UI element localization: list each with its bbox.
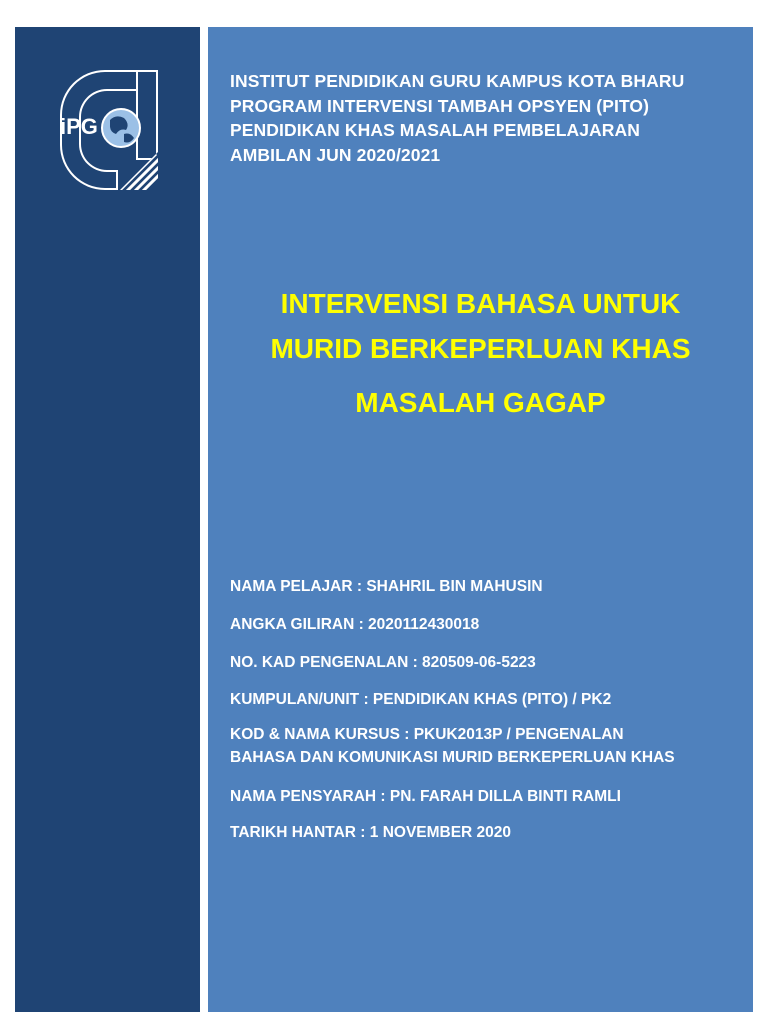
header-line-program: PROGRAM INTERVENSI TAMBAH OPSYEN (PITO) (230, 95, 650, 116)
logo-text: iPG (60, 114, 98, 139)
institution-header (230, 69, 740, 167)
lecturer-name: NAMA PENSYARAH : PN. FARAH DILLA BINTI RAMLI (230, 788, 621, 805)
ic-number: NO. KAD PENGENALAN : 820509-06-5223 (230, 654, 536, 671)
title-line-2: MURID BERKEPERLUAN KHAS (270, 333, 691, 364)
header-line-department: PENDIDIKAN KHAS MASALAH PEMBELAJARAN (230, 120, 641, 140)
header-line-intake: AMBILAN JUN 2020/2021 (230, 144, 441, 165)
index-number: ANGKA GILIRAN : 2020112430018 (230, 616, 480, 633)
student-name: NAMA PELAJAR : SHAHRIL BIN MAHUSIN (230, 578, 543, 595)
title-line-3: MASALAH GAGAP (355, 387, 606, 418)
group-unit: KUMPULAN/UNIT : PENDIDIKAN KHAS (PITO) / PK2 (230, 691, 612, 708)
header-line-institute: INSTITUT PENDIDIKAN GURU KAMPUS KOTA BHARU (230, 71, 685, 91)
submission-date: TARIKH HANTAR : 1 NOVEMBER 2020 (230, 824, 512, 841)
course-code-line-2: BAHASA DAN KOMUNIKASI MURID BERKEPERLUAN KHAS (230, 749, 675, 766)
main-blue-panel (208, 27, 753, 1012)
title-line-1: INTERVENSI BAHASA UNTUK (280, 288, 681, 319)
course-code-line-1: KOD & NAMA KURSUS : PKUK2013P / PENGENALAN (230, 726, 624, 743)
ipg-logo-icon (58, 68, 160, 192)
